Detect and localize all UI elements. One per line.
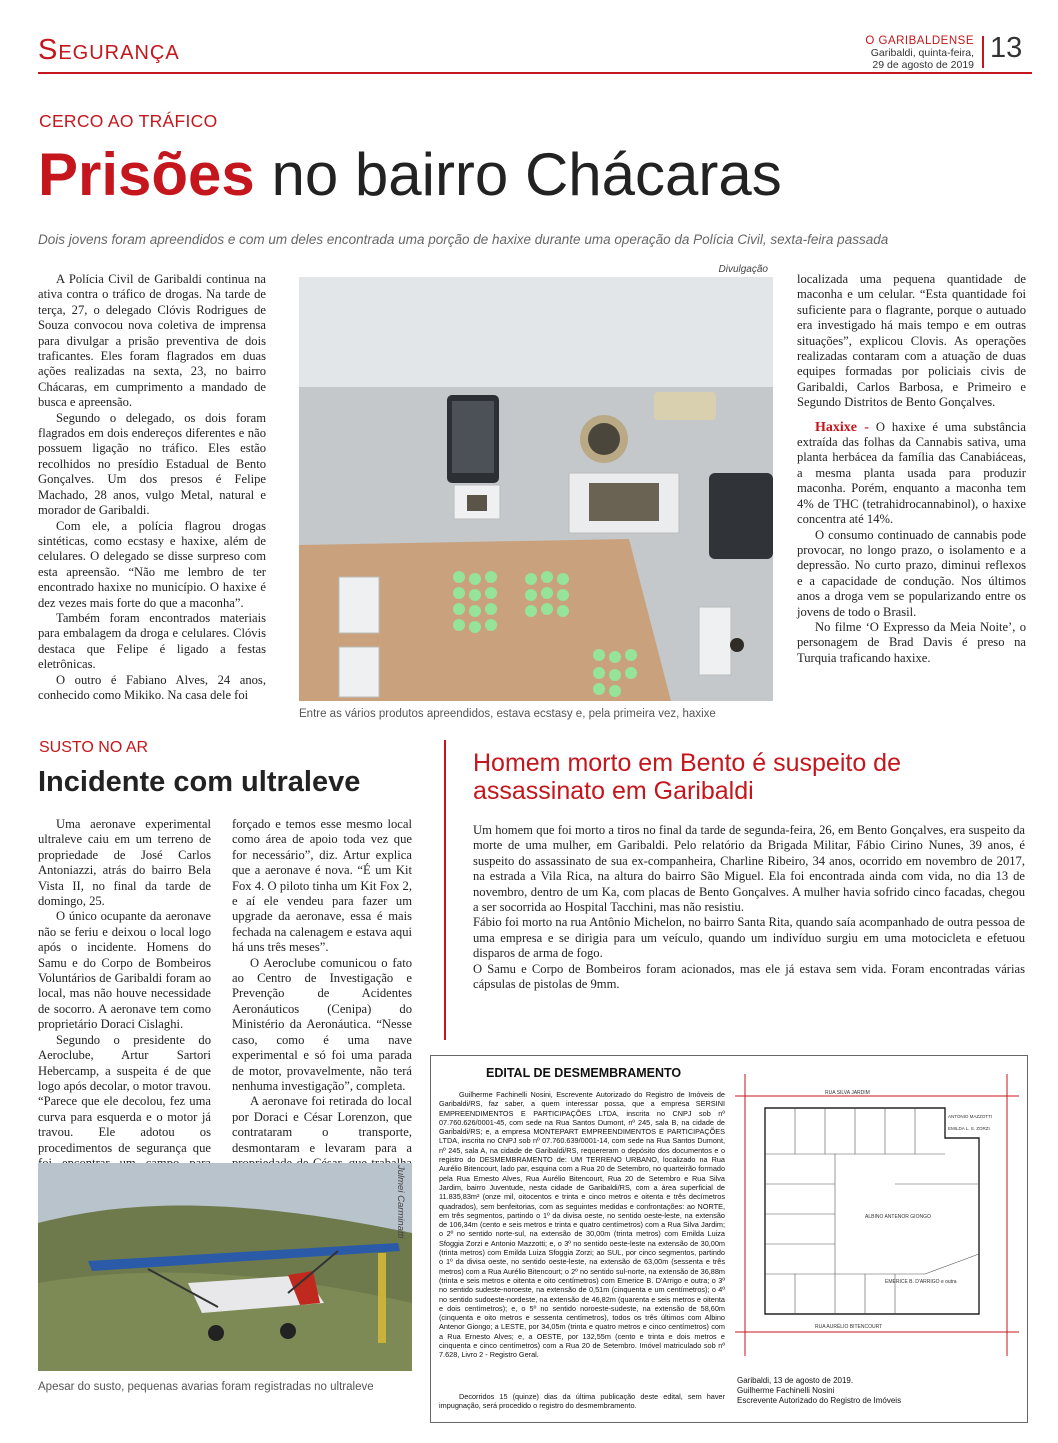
paragraph: Uma aeronave experimental ultraleve caiu em um terreno de propriedade de José Carlos Antoniazzi, atrás do bairro Bela Vista II, no final da tarde de domingo, 25. — [38, 817, 211, 909]
headline-red: Prisões — [38, 141, 255, 208]
haxixe-text: O haxixe é uma substância extraída das folhas da Cannabis sativa, uma planta herbácea da família das Canabiáceas, a mesma planta usada para produzir maconha. Porém, enquanto a maconha tem 4% de THC (tetrahidrocannabinol), o haxixe concentra até 14%. — [797, 419, 1026, 527]
headline — [38, 138, 782, 212]
haxixe-label: Haxixe - — [815, 419, 869, 435]
edital-body: Guilherme Fachinelli Nosini, Escrevente Autorizado do Registro de Imóveis de Garibaldi/RS, faz saber, a quem interessar possa, que a empresa SERSINI EMPREENDIMENTOS E PARTICIPAÇÕES LTDA, inscrita no CNPJ sob nº 07.760.626/0001-45, com sede na Rua Santos Dumont, nº 245, sala B, na cidade de Garibaldi/RS; e, a empresa MONTEPART EMPREENDIMENTOS E PARTICIPAÇÕES LTDA, inscrita no CNPJ sob nº 07.760.639/0001-14, com sede na Rua Santos Dumont, nº 245, sala A, na cidade de Garibaldi/RS, requereram o depósito dos documentos e o registro do DESMEMBRAMENTO de: UM TERRENO URBANO, localizado na Rua Aurélio Bitencourt, lado par, esquina com a Rua 20 de Setembro, no quarteirão formado pela Rua Ernesto Alves, Rua Aurélio Bitencourt, Rua 20 de Setembro e Rua Silva Jardim, bairro Juventude, nesta cidade de Garibaldi/RS, com a área superficial de 11.835,83m² (onze mil, oitocentos e trinta e cinco metros e oitenta e três decímetros quadrados), sem benfeitorias, com as seguintes medidas e confrontações: ao NORTE, em três segmentos, partindo o 1º da divisa oeste, no sentido oeste-leste, na extensão de 106,34m (cento e seis metros e trinta e quatro centímetros) com a Rua Silva Jardim; o 2º no sentido norte-sul, na extensão de 30,00m (trinta metros) com Emilda Luiza Sfoggia Zorzi e Antonio Mazzotti; e, o 3º no sentido oeste-leste na extensão de 30,00m (trinta metros) com Emilda Luiza Sfoggia Zorzi; ao SUL, por cinco segmentos, partindo o 1º da divisa oeste, no sentido oeste-leste, na extensão de 63,00m (sessenta e três metros) com a Rua Aurélio Bitencourt; o 2º no sentido sul-norte, na extensão de 36,88m (trinta e seis metros e oitenta e oito centímetros) com Emerice B. D'Arrigo e outra; o 3º no sentido sudeste-noroeste, na extensão de 0,51m (cinquenta e um centímetros); o 4º no sentido sudoeste-nordeste, na extensão de 46,82m (quarenta e seis metros e oitenta e dois centímetros); e, o 5º no sentido noroeste-sudeste, na extensão de 58,60m (cinquenta e oito metros e sessenta centímetros), todos os três últimos com Albino Antenor Giongo; a LESTE, por 34,05m (trinta e quatro metros e cinco centímetros) com a Rua Ernesto Alves; e, a OESTE, por 132,55m (cento e trinta e dois metros e cinquenta e cinco centímetros) com a Rua 20 de Setembro. Imóvel matriculado sob nº 7.628, Livro 2 - Registro Geral. — [439, 1090, 725, 1360]
signature-name: Guilherme Fachinelli Nosini — [737, 1386, 835, 1395]
ultraleve-col-1 — [38, 817, 211, 1187]
paragraph: Também foram encontrados materiais para embalagem da droga e celulares. Clóvis destaca que Felipe é ligado a festas eletrônicas. — [38, 610, 266, 672]
paragraph: O consumo continuado de cannabis pode provocar, no longo prazo, o isolamento e a depressão. No curto prazo, diminui reflexos e a capacidade de condução. Nos últimos anos a droga vem se popularizando entre os jovens de todo o Brasil. — [797, 527, 1026, 619]
edital-footer: Decorridos 15 (quinze) dias da última publicação deste edital, sem haver impugnação, será procedido o registro do desmembramento. — [439, 1392, 725, 1411]
edital-map — [735, 1074, 1019, 1356]
signature-role: Escrevente Autorizado do Registro de Imóveis — [737, 1396, 902, 1405]
paragraph: Segundo o delegado, os dois foram flagrados em dois endereços diferentes e não possuem ligação no tráfico. Eles estão recolhidos no presídio Estadual de Bento Gonçalves. Um dos presos é Felipe Machado, 28 anos, vulgo Metal, natural e morador de Garibaldi. — [38, 410, 266, 518]
paper-name: O GARIBALDENSE — [865, 35, 974, 47]
kicker: CERCO AO TRÁFICO — [39, 111, 218, 131]
paragraph: forçado e temos esse mesmo local como área de apoio toda vez que for necessário”, diz. Artur explica que a aeronave é nova. “É um Kit Fox 4. O piloto tinha um Kit Fox 2, e aí ele vendeu para fazer um upgrade da aeronave, essa é mais fechada na calenagem e estava aqui há uns três meses”. — [232, 817, 412, 955]
map-bottom-street: RUA AURÉLIO BITENCOURT — [815, 1324, 883, 1330]
ultraleve-caption: Apesar do susto, pequenas avarias foram registradas no ultraleve — [38, 1381, 374, 1393]
edital-box — [430, 1055, 1028, 1423]
page-divider — [982, 36, 984, 68]
masthead-box — [850, 35, 974, 71]
edital-signature — [737, 1376, 901, 1406]
paragraph: O Aeroclube comunicou o fato ao Centro de Investigação e Prevenção de Acidentes Aeronáuticos (Cenipa) do Ministério da Aeronáutica. “Nesse caso, como é uma nave experimental e só foi uma parada de motor, provavelmente, não terá nenhuma investigação”, completa. — [232, 955, 412, 1093]
ultraleve-col-2 — [232, 817, 412, 1187]
paragraph: Fábio foi morto na rua Antônio Michelon, no bairro Santa Rita, quando saía acompanhado de outra pessoa de uma empresa e se dirigia para um veículo, quando um indivíduo surgiu em uma motocicleta e efetuou disparos de arma de fogo. — [473, 915, 1025, 961]
photo-caption: Entre as vários produtos apreendidos, estava ecstasy e, pela primeira vez, haxixe — [299, 708, 716, 720]
paragraph: A Polícia Civil de Garibaldi continua na ativa contra o tráfico de drogas. Na tarde de terça, 27, o delegado Clóvis Rodrigues de Souza convocou nova coletiva de imprensa para divulgar a prisão preventiva de dois traficantes. Eles foram flagrados em duas ações realizadas na sexta, 23, no bairro Chácaras, em cumprimento a mandado de busca e apreensão. — [38, 272, 266, 410]
kicker-ultraleve: SUSTO NO AR — [39, 739, 149, 756]
standfirst: Dois jovens foram apreendidos e com um deles encontrada uma porção de haxixe durante uma operação da Polícia Civil, sexta-feira passada — [38, 232, 889, 247]
paragraph: O único ocupante da aeronave não se feriu e deixou o local logo após o incidente. Homens do Samu e do Corpo de Bombeiros Voluntários de Garibaldi foram ao local, mas não houve necessidade de socorro. A aeronave tem como proprietário Doraci Cislaghi. — [38, 909, 211, 1032]
ultraleve-photo — [38, 1163, 412, 1371]
haxixe-paragraph — [797, 420, 1026, 528]
photo-illustration — [299, 277, 773, 701]
header-rule — [38, 72, 1032, 74]
paragraph: O Samu e Corpo de Bombeiros foram acionados, mas ele já estava sem vida. Foram encontradas várias cápsulas de pistolas de 9mm. — [473, 961, 1025, 992]
main-col-3 — [797, 272, 1026, 666]
bento-body — [473, 823, 1025, 992]
paragraph: localizada uma pequena quantidade de maconha e um celular. “Esta quantidade foi suficiente para o flagrante, porque o autuado era investigado há mais tempo e em outras situações”, explicou Clovis. As operações realizadas contaram com a atuação de duas equipes formadas por policiais civis de Garibaldi, Carlos Barbosa, e Primeiro e Segundo Distritos de Bento Gonçalves. — [797, 272, 1026, 410]
date-line-1: Garibaldi, quinta-feira, — [870, 47, 974, 59]
paragraph: Segundo o presidente do Aeroclube, Artur Sartori Hebercamp, a suspeita é de que logo após decolar, o motor travou. “Parece que ele decolou, fez uma curva para esquerda e o motor já travou. Ele adotou os procedimentos de segurança que — [38, 1032, 211, 1155]
section-divider — [444, 740, 446, 1040]
date-line-2: 29 de agosto de 2019 — [872, 59, 974, 71]
paragraph: No filme ‘O Expresso da Meia Noite’, o personagem de Brad Davis é preso na Turquia traficando haxixe. — [797, 619, 1026, 665]
paragraph: O outro é Fabiano Alves, 24 anos, conhecido como Mikiko. Na casa dele foi — [38, 672, 266, 702]
map-center-label: ALBINO ANTENOR GIONGO — [865, 1214, 931, 1220]
main-col-1 — [38, 272, 266, 703]
edital-title: EDITAL DE DESMEMBRAMENTO — [486, 1066, 682, 1080]
page-number: 13 — [990, 32, 1023, 64]
paragraph: Com ele, a polícia flagrou drogas sintéticas, como ecstasy e haxixe, além de celulares. O delegado se disse surpreso com esta apreensão. “Não me lembro de ter encontrado haxixe no município. O haxixe é dez vezes mais forte do que a maconha”. — [38, 518, 266, 610]
map-top-street: RUA SILVA JARDIM — [825, 1090, 870, 1096]
headline-ultraleve: Incidente com ultraleve — [38, 766, 361, 798]
map-right-label-1: ANTONIO MAZZOTTI — [948, 1114, 993, 1119]
plane-illustration — [38, 1163, 412, 1371]
section-title: Segurança — [38, 34, 180, 66]
map-right-label-2: EMILDA L. S. ZORZI — [948, 1126, 990, 1131]
headline-rest: no bairro Chácaras — [271, 141, 782, 208]
ultraleve-photo-credit: Julmei Carminatti — [395, 1165, 406, 1239]
headline-bento: Homem morto em Bento é suspeito de assassinato em Garibaldi — [473, 749, 901, 805]
paragraph: A aeronave foi retirada do local por Doraci e César Lorenzon, que contrataram o transporte, desmontaram e levaram para a — [232, 1094, 412, 1155]
map-lower-label: EMERICE B. D'ARRIGO e outra — [885, 1279, 957, 1285]
signature-date: Garibaldi, 13 de agosto de 2019. — [737, 1376, 854, 1385]
seized-items-photo — [299, 277, 773, 701]
paragraph: Um homem que foi morto a tiros no final da tarde de segunda-feira, 26, em Bento Gonçalves, era suspeito da morte de uma mulher, em Garibaldi. Pelo relatório da Brigada Militar, Fábio Cirino Nunes, 39 anos, é suspeito do assassinato de sua ex-companheira, Charline Ribeiro, 34 anos, ocorrido em novembro de 2017, na estrada a Vila Rica, na altura do bairro São Miguel. Ela foi encontrada ainda com vida, no dia 13 de novembro, dentro de um Ka, com placas de Bento Gonçalves. A mulher havia sofrido cinco facadas, chegou a ser socorrida ao Hospital Tacchini, mas não resistiu. — [473, 823, 1025, 915]
photo-credit: Divulgação — [718, 264, 768, 275]
